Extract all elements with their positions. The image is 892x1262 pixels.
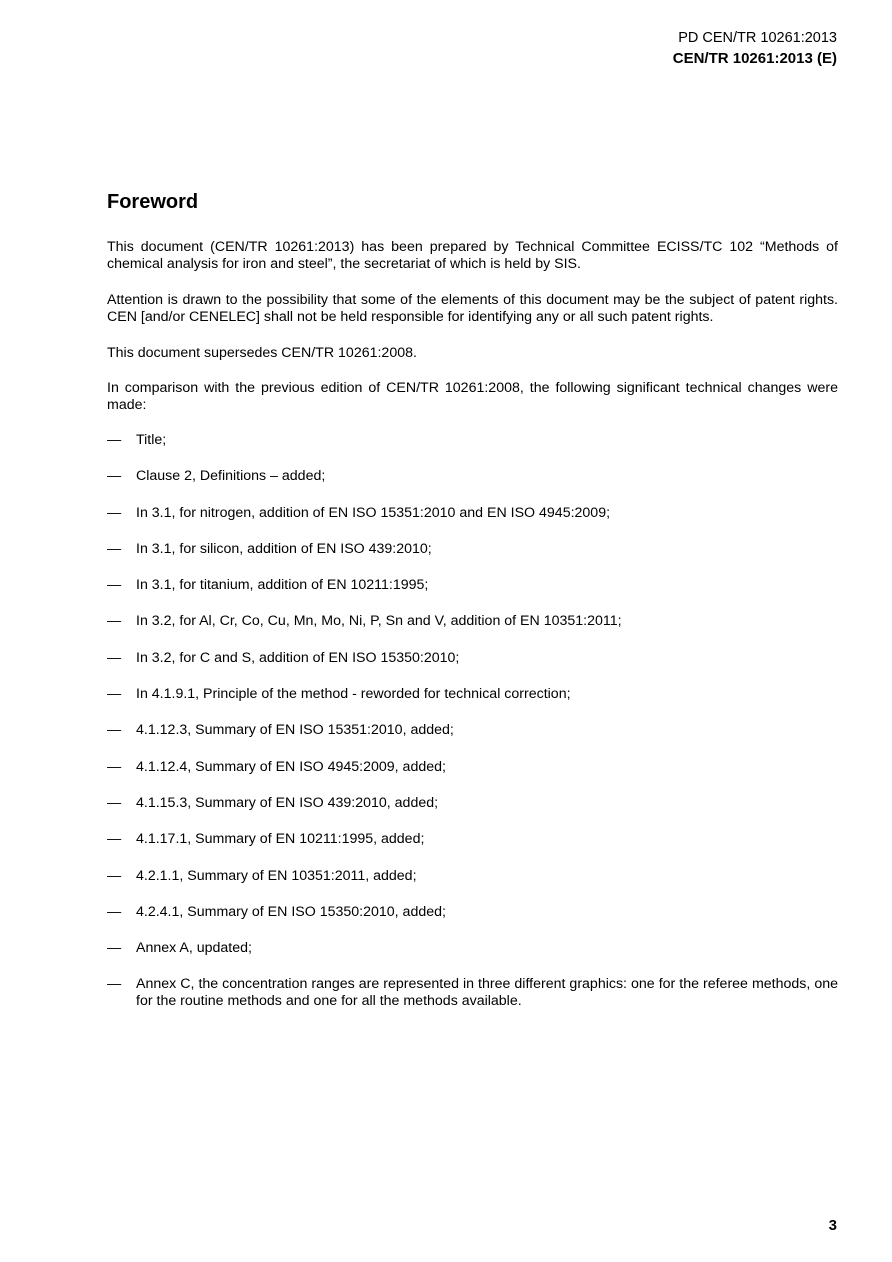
list-item	[107, 468, 838, 485]
header-document-id: CEN/TR 10261:2013 (E)	[672, 50, 837, 67]
list-item-text: 4.1.12.4, Summary of EN ISO 4945:2009, added;	[136, 758, 446, 775]
list-item-text: 4.2.1.1, Summary of EN 10351:2011, added;	[136, 867, 417, 884]
list-item-text: Annex A, updated;	[136, 940, 252, 957]
list-item-text: In 3.1, for titanium, addition of EN 10211:1995;	[136, 577, 429, 594]
list-item	[107, 868, 838, 885]
list-item-text: In 3.2, for Al, Cr, Co, Cu, Mn, Mo, Ni, P, Sn and V, addition of EN 10351:2011;	[136, 613, 622, 630]
list-item-text: Clause 2, Definitions – added;	[136, 468, 326, 485]
dash-marker: —	[107, 940, 122, 957]
header-document-code: PD CEN/TR 10261:2013	[678, 30, 837, 46]
list-item-text: In 4.1.9.1, Principle of the method - reworded for technical correction;	[136, 686, 571, 703]
dash-marker: —	[107, 831, 122, 848]
paragraph-patent-notice: Attention is drawn to the possibility that some of the elements of this document may be the subject of patent rights. CEN [and/or CENELEC] shall not be held responsible for identifying any or all such patent rights.	[107, 292, 838, 325]
list-item	[107, 940, 838, 957]
list-item-text: In 3.1, for silicon, addition of EN ISO 439:2010;	[136, 540, 432, 557]
paragraph-changes-intro: In comparison with the previous edition of CEN/TR 10261:2008, the following significant technical changes were made:	[107, 380, 838, 413]
dash-marker: —	[107, 722, 122, 739]
list-item	[107, 577, 838, 594]
dash-marker: —	[107, 794, 122, 811]
list-item-text: Title;	[136, 432, 167, 448]
list-item-text: 4.2.4.1, Summary of EN ISO 15350:2010, added;	[136, 903, 446, 920]
dash-marker: —	[107, 649, 122, 666]
dash-marker: —	[107, 686, 122, 703]
list-item	[107, 613, 838, 630]
list-item-text: Annex C, the concentration ranges are represented in three different graphics: one for the referee methods, one for the routine methods and one for all the methods available.	[136, 976, 838, 1010]
dash-marker: —	[107, 504, 122, 521]
list-item	[107, 831, 838, 848]
paragraph-supersedes: This document supersedes CEN/TR 10261:2008.	[107, 345, 417, 361]
dash-marker: —	[107, 613, 122, 630]
dash-marker: —	[107, 468, 122, 485]
list-item	[107, 759, 838, 776]
dash-marker: —	[107, 976, 122, 993]
list-item	[107, 432, 838, 449]
list-item	[107, 722, 838, 739]
dash-marker: —	[107, 867, 122, 884]
page-number: 3	[828, 1217, 837, 1234]
dash-marker: —	[107, 758, 122, 775]
list-item-text: 4.1.15.3, Summary of EN ISO 439:2010, added;	[136, 794, 439, 811]
list-item	[107, 505, 838, 522]
list-item-text: In 3.2, for C and S, addition of EN ISO 15350:2010;	[136, 649, 460, 666]
paragraph-preparation: This document (CEN/TR 10261:2013) has been prepared by Technical Committee ECISS/TC 102 “Methods of chemical analysis for iron and steel”, the secretariat of which is held by SIS.	[107, 239, 838, 272]
dash-marker: —	[107, 540, 122, 557]
list-item-text: In 3.1, for nitrogen, addition of EN ISO 15351:2010 and EN ISO 4945:2009;	[136, 504, 611, 521]
list-item	[107, 686, 838, 703]
list-item	[107, 976, 838, 1010]
section-title: Foreword	[107, 191, 199, 213]
list-item	[107, 650, 838, 667]
list-item	[107, 541, 838, 558]
changes-list	[107, 432, 838, 1030]
dash-marker: —	[107, 577, 122, 594]
dash-marker: —	[107, 903, 122, 920]
list-item	[107, 795, 838, 812]
list-item	[107, 904, 838, 921]
list-item-text: 4.1.17.1, Summary of EN 10211:1995, added;	[136, 831, 425, 848]
list-item-text: 4.1.12.3, Summary of EN ISO 15351:2010, added;	[136, 722, 454, 739]
dash-marker: —	[107, 432, 122, 448]
